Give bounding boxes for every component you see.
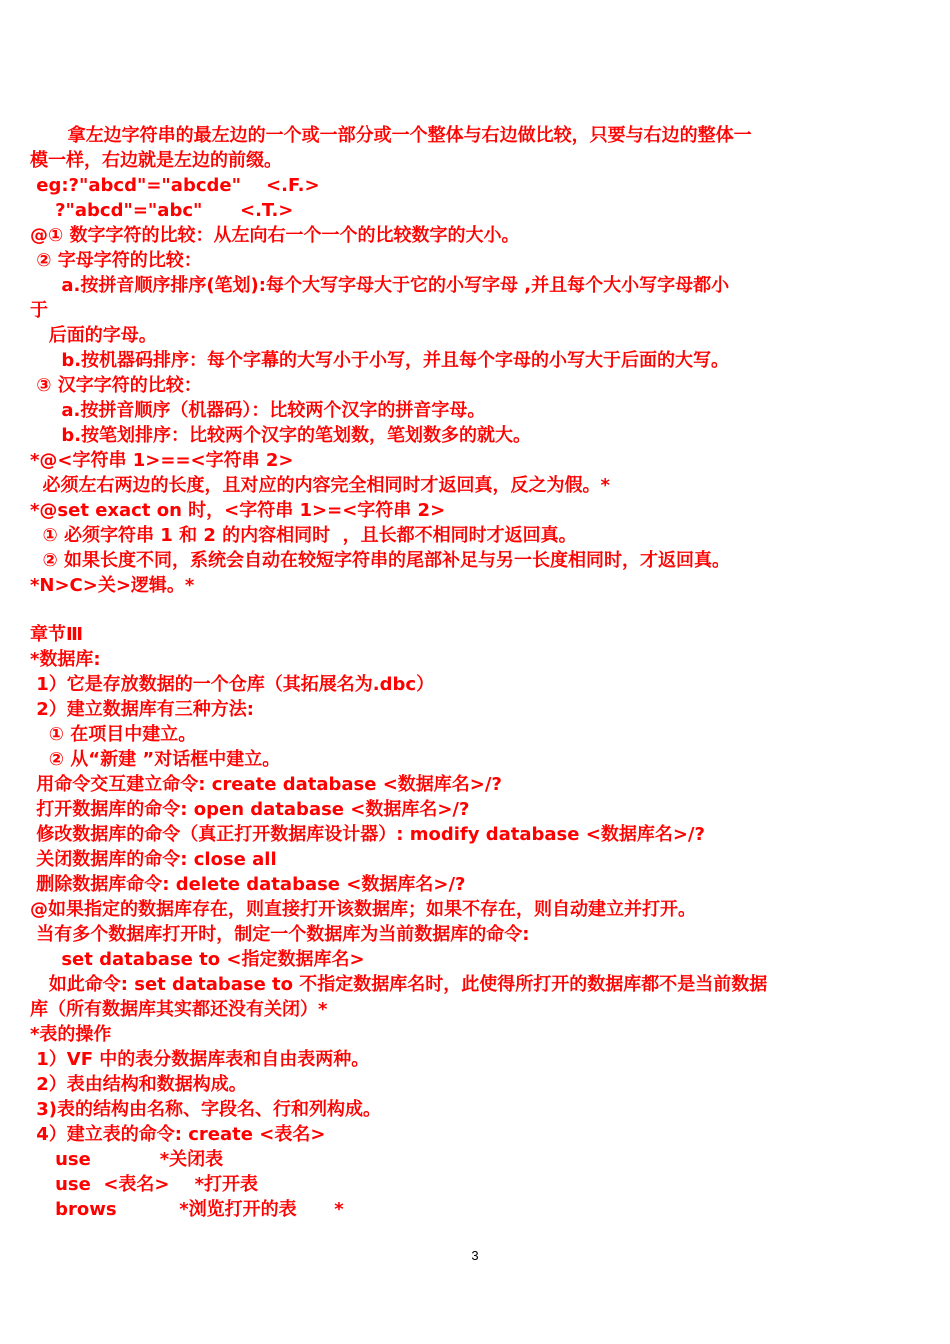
- text-line: a.按拼音顺序（机器码）：比较两个汉字的拼音字母。: [30, 400, 486, 421]
- text-line: 修改数据库的命令（真正打开数据库设计器）: modify database <数据库名>/?: [30, 824, 705, 845]
- text-line: 模一样，右边就是左边的前缀。: [30, 150, 282, 171]
- text-line: 3)表的结构由名称、字段名、行和列构成。: [30, 1099, 382, 1120]
- text-line: brows *浏览打开的表 *: [30, 1199, 344, 1220]
- text-line: ① 必须字符串 1 和 2 的内容相同时 ，且长都不相同时才返回真。: [30, 525, 577, 546]
- text-line: ① 在项目中建立。: [30, 724, 197, 745]
- text-line: 2）建立数据库有三种方法:: [30, 699, 254, 720]
- text-line: b.按笔划排序：比较两个汉字的笔划数，笔划数多的就大。: [30, 425, 532, 446]
- text-line: ?"abcd"="abc" <.T.>: [30, 200, 294, 221]
- text-line: *表的操作: [30, 1024, 112, 1045]
- text-line: ② 从“新建 ”对话框中建立。: [30, 749, 281, 770]
- text-line: *@<字符串 1>==<字符串 2>: [30, 450, 294, 471]
- text-line: ② 字母字符的比较：: [30, 250, 202, 271]
- text-line: b.按机器码排序：每个字幕的大写小于小写，并且每个字母的小写大于后面的大写。: [30, 350, 730, 371]
- text-line: 4）建立表的命令: create <表名>: [30, 1124, 326, 1145]
- text-line: ② 如果长度不同，系统会自动在较短字符串的尾部补足与另一长度相同时，才返回真。: [30, 550, 731, 571]
- text-line: @如果指定的数据库存在，则直接打开该数据库；如果不存在，则自动建立并打开。: [30, 899, 696, 920]
- text-line: 用命令交互建立命令: create database <数据库名>/?: [30, 774, 502, 795]
- text-line: 删除数据库命令: delete database <数据库名>/?: [30, 874, 466, 895]
- text-line: use <表名> *打开表: [30, 1174, 258, 1195]
- text-line: 后面的字母。: [30, 325, 157, 346]
- text-line: 关闭数据库的命令: close all: [30, 849, 277, 870]
- text-line: 1）它是存放数据的一个仓库（其拓展名为.dbc）: [30, 674, 435, 695]
- text-line: *@set exact on 时，<字符串 1>=<字符串 2>: [30, 500, 446, 521]
- text-line: ③ 汉字字符的比较：: [30, 375, 202, 396]
- text-line: 当有多个数据库打开时，制定一个数据库为当前数据库的命令:: [30, 924, 530, 945]
- text-line: 2）表由结构和数据构成。: [30, 1074, 247, 1095]
- text-line: 1）VF 中的表分数据库表和自由表两种。: [30, 1049, 370, 1070]
- section-heading: 章节Ⅲ: [30, 624, 84, 645]
- text-line: 如此命令: set database to 不指定数据库名时，此使得所打开的数据库都不是当前数据: [30, 974, 768, 995]
- text-line: 必须左右两边的长度，且对应的内容完全相同时才返回真，反之为假。*: [30, 475, 610, 496]
- text-line: *N>C>关>逻辑。*: [30, 575, 195, 596]
- text-line: @① 数字字符的比较：从左向右一个一个的比较数字的大小。: [30, 225, 520, 246]
- text-line: 于: [30, 300, 48, 321]
- text-line: use *关闭表: [30, 1149, 224, 1170]
- text-line: eg:?"abcd"="abcde" <.F.>: [30, 175, 320, 196]
- page-number: 3: [471, 1248, 479, 1263]
- text-line: *数据库:: [30, 649, 101, 670]
- text-line: 拿左边字符串的最左边的一个或一部分或一个整体与右边做比较，只要与右边的整体一: [30, 125, 752, 146]
- text-line: 库（所有数据库其实都还没有关闭）*: [30, 999, 328, 1020]
- text-line: 打开数据库的命令: open database <数据库名>/?: [30, 799, 470, 820]
- text-line: set database to <指定数据库名>: [30, 949, 365, 970]
- text-line: a.按拼音顺序排序(笔划):每个大写字母大于它的小写字母 ,并且每个大小写字母都小: [30, 275, 730, 296]
